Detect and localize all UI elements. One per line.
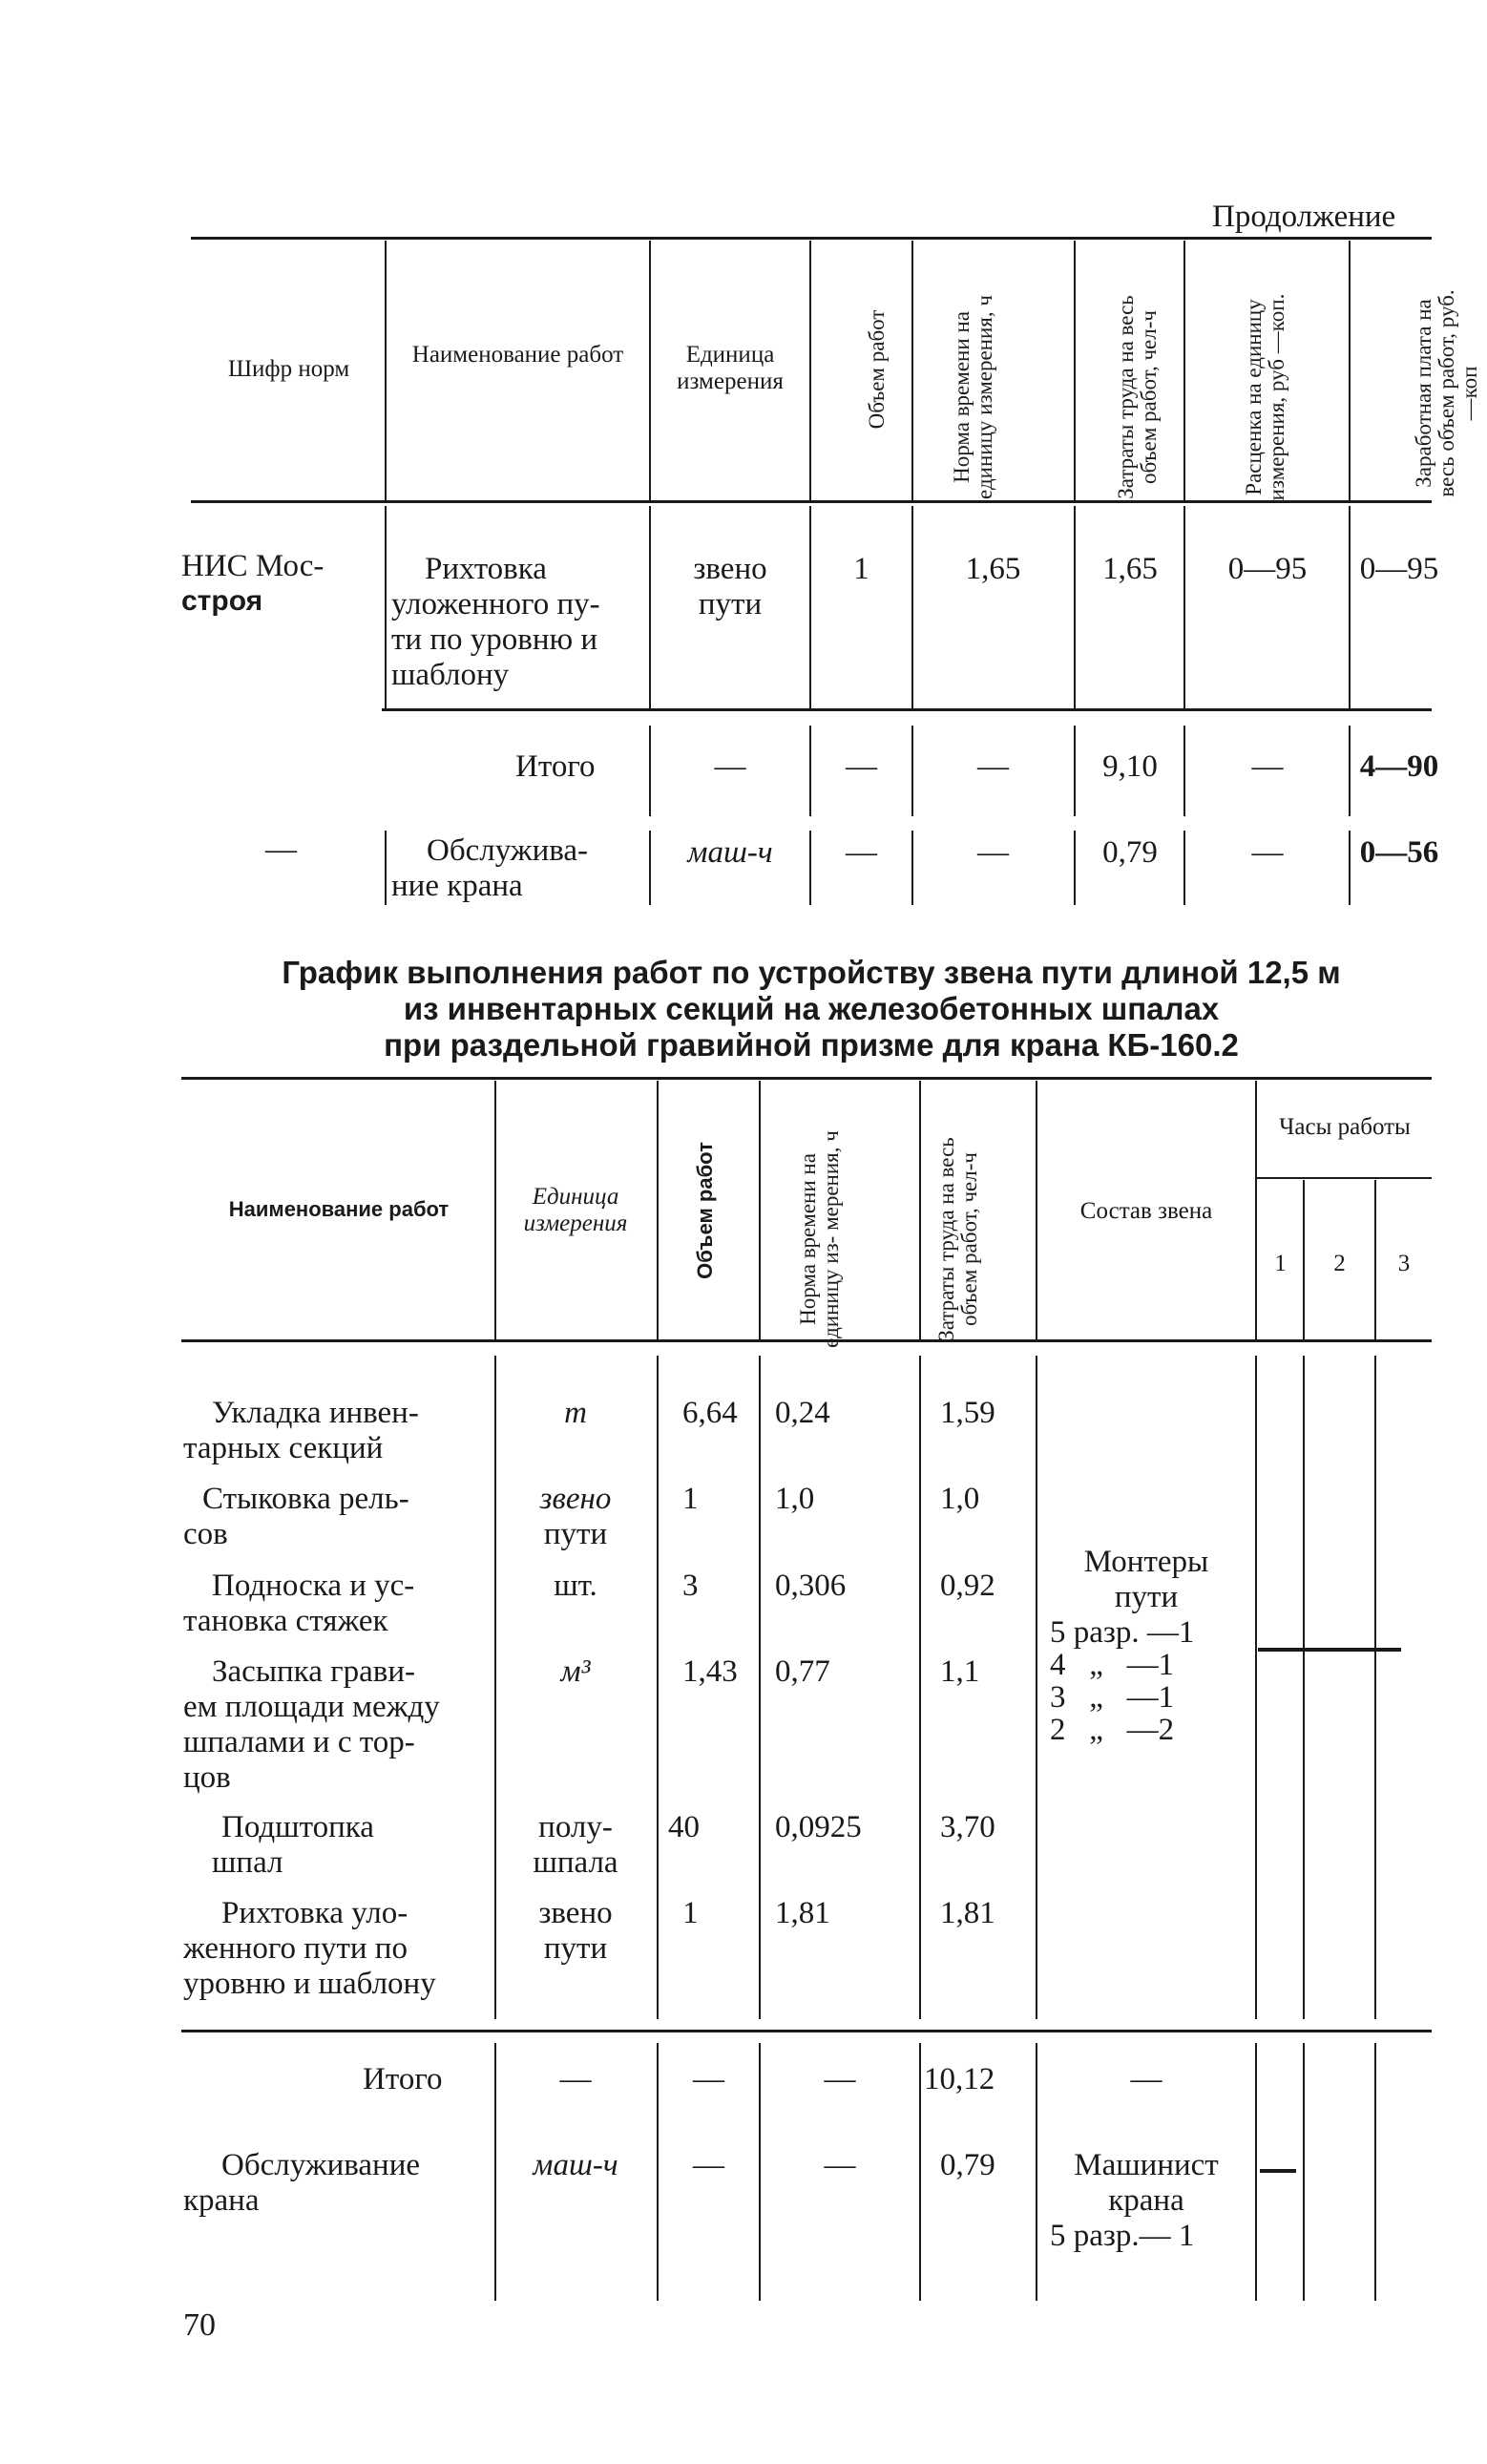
sched-row6-labor: 1,81 xyxy=(940,1896,995,1930)
sched-row1-name-1: Укладка инвен- xyxy=(212,1396,419,1430)
sched-crane-norm: — xyxy=(824,2148,856,2182)
divider xyxy=(1036,2043,1037,2301)
hour-2: 2 xyxy=(1333,1251,1346,1276)
sched-row6-name-1: Рихтовка уло- xyxy=(221,1896,408,1930)
total-volume: — xyxy=(846,749,877,784)
sched-header-unit: Единица измерения xyxy=(523,1184,628,1236)
sched-total-crew: — xyxy=(1130,2062,1162,2096)
divider xyxy=(911,506,913,708)
crane-labor: 0,79 xyxy=(1102,835,1158,870)
sched-row5-unit-1: полу- xyxy=(538,1810,613,1844)
total-time-norm: — xyxy=(977,749,1009,784)
row-volume: 1 xyxy=(853,552,869,586)
divider xyxy=(1374,2043,1376,2301)
crane-unit: маш-ч xyxy=(687,835,773,870)
sched-row4-name-1: Засыпка грави- xyxy=(212,1654,416,1689)
sched-row6-unit-2: пути xyxy=(543,1931,608,1966)
crane-name-1: Обслужива- xyxy=(427,833,589,868)
sched-row6-name-2: женного пути по xyxy=(183,1931,408,1966)
row-name-3: ти по уровню и xyxy=(391,622,598,657)
header-time-norm: Норма времени на единицу измерения, ч xyxy=(950,295,997,499)
sched-row3-labor: 0,92 xyxy=(940,1569,995,1603)
sched-row6-name-3: уровню и шаблону xyxy=(183,1967,436,2001)
sched-row3-name-2: тановка стяжек xyxy=(183,1604,388,1638)
sched-row1-volume: 6,64 xyxy=(682,1396,738,1430)
sched-row4-name-4: цов xyxy=(183,1760,231,1795)
header-code: Шифр норм xyxy=(227,356,350,382)
divider xyxy=(759,1081,761,1339)
schedule-rule-top xyxy=(181,1077,1432,1080)
hours-subrule xyxy=(1255,1177,1432,1179)
row-labor: 1,65 xyxy=(1102,552,1158,586)
sched-row2-name-1: Стыковка рель- xyxy=(202,1482,409,1516)
sched-row6-unit-1: звено xyxy=(538,1896,613,1930)
sched-row6-norm: 1,81 xyxy=(775,1896,830,1930)
sched-total-unit: — xyxy=(559,2062,592,2096)
row-time-norm: 1,65 xyxy=(965,552,1021,586)
row-rate: 0—95 xyxy=(1227,552,1308,586)
row-name-4: шаблону xyxy=(391,658,510,692)
row-unit-1: звено xyxy=(693,552,767,586)
schedule-title-line1: График выполнения работ по устройству звена пути длиной 12,5 м xyxy=(282,955,1341,990)
sched-row2-unit-1: звено xyxy=(539,1482,612,1516)
gantt-bar-crane xyxy=(1260,2169,1296,2173)
total-labor: 9,10 xyxy=(1102,749,1158,784)
divider xyxy=(649,831,651,905)
sched-row3-unit: шт. xyxy=(554,1569,597,1603)
divider xyxy=(1036,1356,1037,2019)
sched-total-volume: — xyxy=(693,2062,724,2096)
top-table-rule-top xyxy=(191,237,1432,240)
continuation-label: Продолжение xyxy=(1212,200,1396,234)
crew-line4: 4 „ —1 xyxy=(1050,1648,1175,1682)
sched-row5-volume: 40 xyxy=(668,1810,700,1844)
divider xyxy=(649,726,651,816)
header-name: Наименование работ xyxy=(411,342,624,368)
header-wage: Заработная плата на весь объем работ, руб.—коп xyxy=(1412,289,1482,497)
divider xyxy=(809,241,811,500)
sched-row2-norm: 1,0 xyxy=(775,1482,815,1516)
sched-header-labor: Затраты труда на весь объем работ, чел-ч xyxy=(934,1137,982,1341)
header-volume: Объем работ xyxy=(865,309,889,430)
divider xyxy=(1303,1356,1305,2019)
divider xyxy=(1255,1356,1257,2019)
sched-header-name: Наименование работ xyxy=(228,1197,450,1221)
crew-line2: пути xyxy=(1114,1580,1179,1614)
sched-crane-labor: 0,79 xyxy=(940,2148,995,2182)
sched-header-time-norm: Норма времени на единицу из- мерения, ч xyxy=(796,1130,844,1348)
divider xyxy=(1349,726,1351,816)
crane-volume: — xyxy=(846,835,877,870)
divider xyxy=(1255,1081,1257,1339)
divider xyxy=(911,241,913,500)
sched-header-volume: Объем работ xyxy=(693,1142,717,1279)
crane-rate: — xyxy=(1251,835,1284,870)
sched-row4-name-3: шпалами и с тор- xyxy=(183,1725,415,1759)
schedule-title-line3: при раздельной гравийной призме для крана КБ-160.2 xyxy=(384,1027,1239,1063)
row-name-2: уложенного пу- xyxy=(391,587,600,621)
divider xyxy=(1074,241,1076,500)
sched-crane-crew-1: Машинист xyxy=(1074,2148,1219,2182)
row-name-1: Рихтовка xyxy=(425,552,547,586)
sched-crane-volume: — xyxy=(693,2148,724,2182)
divider xyxy=(1255,2043,1257,2301)
row-unit-2: пути xyxy=(698,587,763,621)
sched-row2-labor: 1,0 xyxy=(940,1482,980,1516)
top-table-rule-total xyxy=(382,708,1432,711)
sched-row2-name-2: сов xyxy=(183,1517,228,1551)
schedule-rule-total xyxy=(181,2030,1432,2032)
divider xyxy=(1349,831,1351,905)
divider xyxy=(1183,506,1185,708)
sched-header-crew: Состав звена xyxy=(1079,1198,1213,1224)
header-labor: Затраты труда на весь объем работ, чел-ч xyxy=(1114,295,1162,499)
divider xyxy=(919,2043,921,2301)
page-number: 70 xyxy=(183,2307,216,2343)
total-wage: 4—90 xyxy=(1359,749,1439,784)
gantt-bar-main xyxy=(1258,1648,1401,1652)
sched-crane-crew-3: 5 разр.— 1 xyxy=(1050,2219,1195,2253)
divider xyxy=(657,1356,659,2019)
crane-code: — xyxy=(265,832,297,867)
divider xyxy=(1303,2043,1305,2301)
sched-row4-norm: 0,77 xyxy=(775,1654,830,1689)
sched-total-label: Итого xyxy=(363,2062,443,2096)
divider xyxy=(385,831,387,905)
sched-crane-unit: маш-ч xyxy=(533,2148,618,2182)
hour-3: 3 xyxy=(1397,1251,1411,1276)
crew-line6: 2 „ —2 xyxy=(1050,1713,1175,1747)
sched-row5-name-2: шпал xyxy=(212,1845,283,1880)
divider xyxy=(657,1081,659,1339)
divider xyxy=(385,241,387,500)
schedule-title-line2: из инвентарных секций на железобетонных шпалах xyxy=(403,991,1220,1026)
crane-name-2: ние крана xyxy=(391,869,523,903)
sched-row4-volume: 1,43 xyxy=(682,1654,738,1689)
sched-header-hours: Часы работы xyxy=(1279,1114,1411,1140)
divider xyxy=(1183,831,1185,905)
sched-total-norm: — xyxy=(824,2062,856,2096)
divider xyxy=(809,506,811,708)
divider xyxy=(649,506,651,708)
sched-row5-name-1: Подштопка xyxy=(221,1810,374,1844)
divider xyxy=(911,831,913,905)
sched-row4-labor: 1,1 xyxy=(940,1654,980,1689)
sched-row1-norm: 0,24 xyxy=(775,1396,830,1430)
divider xyxy=(1374,1356,1376,2019)
crane-wage: 0—56 xyxy=(1359,835,1439,870)
sched-row6-volume: 1 xyxy=(682,1896,699,1930)
header-unit: Единица измерения xyxy=(677,342,784,394)
divider xyxy=(1074,726,1076,816)
row-wage: 0—95 xyxy=(1359,552,1439,586)
sched-row3-volume: 3 xyxy=(682,1569,699,1603)
divider xyxy=(1036,1081,1037,1339)
divider xyxy=(919,1356,921,2019)
hour-1: 1 xyxy=(1274,1251,1287,1276)
divider xyxy=(1074,831,1076,905)
sched-row4-name-2: ем площади между xyxy=(183,1690,440,1724)
sched-row1-unit: т xyxy=(564,1396,587,1430)
divider xyxy=(1074,506,1076,708)
sched-row2-volume: 1 xyxy=(682,1482,699,1516)
divider xyxy=(494,1081,496,1339)
divider xyxy=(911,726,913,816)
sched-row3-name-1: Подноска и ус- xyxy=(212,1569,415,1603)
divider xyxy=(1183,726,1185,816)
divider xyxy=(1349,506,1351,708)
crew-line1: Монтеры xyxy=(1083,1545,1209,1579)
sched-row5-norm: 0,0925 xyxy=(775,1810,862,1844)
total-label: Итого xyxy=(515,749,596,784)
divider xyxy=(919,1081,921,1339)
divider xyxy=(649,241,651,500)
sched-row1-name-2: тарных секций xyxy=(183,1431,384,1465)
crane-time-norm: — xyxy=(977,835,1009,870)
divider xyxy=(1349,241,1351,500)
sched-crane-name-2: крана xyxy=(183,2183,260,2218)
divider xyxy=(494,1356,496,2019)
sched-row4-unit: м³ xyxy=(560,1654,591,1689)
row-code-line1: НИС Мос- xyxy=(181,549,325,583)
crew-line3: 5 разр. —1 xyxy=(1050,1615,1195,1650)
divider xyxy=(385,506,387,708)
sched-total-labor: 10,12 xyxy=(924,2062,995,2096)
header-rate: Расценка на единицу измерения, руб —коп. xyxy=(1242,293,1289,501)
sched-row5-unit-2: шпала xyxy=(533,1845,618,1880)
total-rate: — xyxy=(1251,749,1284,784)
divider xyxy=(494,2043,496,2301)
crew-line5: 3 „ —1 xyxy=(1050,1680,1175,1715)
sched-row2-unit-2: пути xyxy=(543,1517,608,1551)
sched-row5-labor: 3,70 xyxy=(940,1810,995,1844)
sched-crane-crew-2: крана xyxy=(1108,2183,1184,2218)
row-code-line2: строя xyxy=(181,585,263,617)
total-unit: — xyxy=(714,749,746,784)
sched-crane-name-1: Обслуживание xyxy=(221,2148,421,2182)
divider xyxy=(759,1356,761,2019)
sched-row1-labor: 1,59 xyxy=(940,1396,995,1430)
sched-row3-norm: 0,306 xyxy=(775,1569,847,1603)
